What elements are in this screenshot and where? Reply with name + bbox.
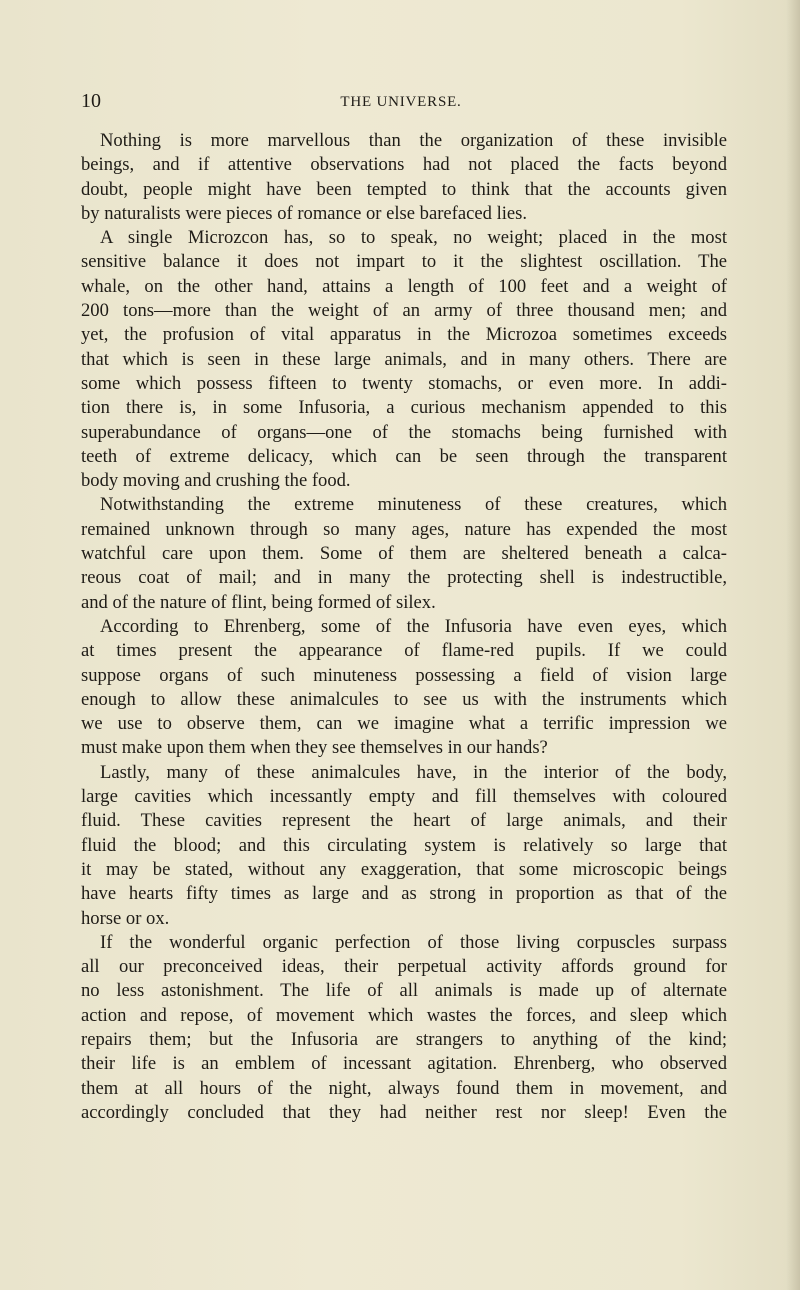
text-line: remained unknown through so many ages, nature has expended the most xyxy=(81,518,727,540)
text-line: it may be stated, without any exaggeration, that some microscopic beings xyxy=(81,858,727,880)
text-line: fluid the blood; and this circulating system is relatively so large that xyxy=(81,834,727,856)
text-line: According to Ehrenberg, some of the Infusoria have even eyes, which xyxy=(100,615,727,637)
running-head: THE UNIVERSE. xyxy=(340,94,462,110)
text-line: beings, and if attentive observations had not placed the facts beyond xyxy=(81,154,727,176)
text-line: accordingly concluded that they had neither rest nor sleep! Even the xyxy=(81,1101,727,1123)
text-line: their life is an emblem of incessant agitation. Ehrenberg, who observed xyxy=(81,1053,727,1075)
page-edge-shadow xyxy=(786,0,800,1290)
text-line: action and repose, of movement which wastes the forces, and sleep which xyxy=(81,1004,727,1026)
text-line: tion there is, in some Infusoria, a curious mechanism appended to this xyxy=(81,397,727,419)
text-line: no less astonishment. The life of all animals is made up of alternate xyxy=(81,980,727,1002)
text-line: A single Microzcon has, so to speak, no weight; placed in the most xyxy=(100,227,727,249)
text-line: by naturalists were pieces of romance or else barefaced lies. xyxy=(81,202,528,224)
text-line: yet, the profusion of vital apparatus in the Microzoa sometimes exceeds xyxy=(81,324,727,346)
text-line: reous coat of mail; and in many the protecting shell is indestructible, xyxy=(81,567,727,589)
page-number: 10 xyxy=(81,90,101,112)
text-line: all our preconceived ideas, their perpetual activity affords ground for xyxy=(81,956,727,978)
text-line: watchful care upon them. Some of them are sheltered beneath a calca- xyxy=(81,543,727,565)
text-line: 200 tons—more than the weight of an army of three thousand men; and xyxy=(81,300,727,322)
text-line: Notwithstanding the extreme minuteness of these creatures, which xyxy=(100,494,727,516)
text-line: large cavities which incessantly empty and fill themselves with coloured xyxy=(81,786,727,808)
text-line: that which is seen in these large animals, and in many others. There are xyxy=(81,348,727,370)
text-line: horse or ox. xyxy=(81,907,170,929)
text-line: repairs them; but the Infusoria are strangers to anything of the kind; xyxy=(81,1028,727,1050)
text-line: we use to observe them, can we imagine what a terrific impression we xyxy=(81,713,727,735)
text-line: Nothing is more marvellous than the organization of these invisible xyxy=(100,130,727,151)
text-line: Lastly, many of these animalcules have, in the interior of the body, xyxy=(100,761,727,783)
text-line: and of the nature of flint, being formed of silex. xyxy=(81,591,436,613)
text-line: have hearts fifty times as large and as strong in proportion as that of the xyxy=(81,883,727,905)
text-line: must make upon them when they see themselves in our hands? xyxy=(81,737,548,759)
text-line: enough to allow these animalcules to see us with the instruments which xyxy=(81,688,727,710)
text-line: suppose organs of such minuteness possessing a field of vision large xyxy=(81,664,727,686)
page-header xyxy=(81,89,721,113)
text-line: fluid. These cavities represent the heart of large animals, and their xyxy=(81,810,727,832)
text-line: them at all hours of the night, always found them in movement, and xyxy=(81,1077,727,1099)
text-line: If the wonderful organic perfection of those living corpuscles surpass xyxy=(100,931,727,953)
text-line: whale, on the other hand, attains a length of 100 feet and a weight of xyxy=(81,275,727,297)
text-line: superabundance of organs—one of the stomachs being furnished with xyxy=(81,421,727,443)
text-line: at times present the appearance of flame-red pupils. If we could xyxy=(81,640,727,662)
text-line: some which possess fifteen to twenty stomachs, or even more. In addi- xyxy=(81,372,727,394)
text-line: doubt, people might have been tempted to think that the accounts given xyxy=(81,178,727,200)
text-line: body moving and crushing the food. xyxy=(81,470,351,492)
text-line: sensitive balance it does not impart to it the slightest oscillation. The xyxy=(81,251,727,273)
text-line: teeth of extreme delicacy, which can be seen through the transparent xyxy=(81,445,727,467)
body-text xyxy=(81,129,727,1125)
